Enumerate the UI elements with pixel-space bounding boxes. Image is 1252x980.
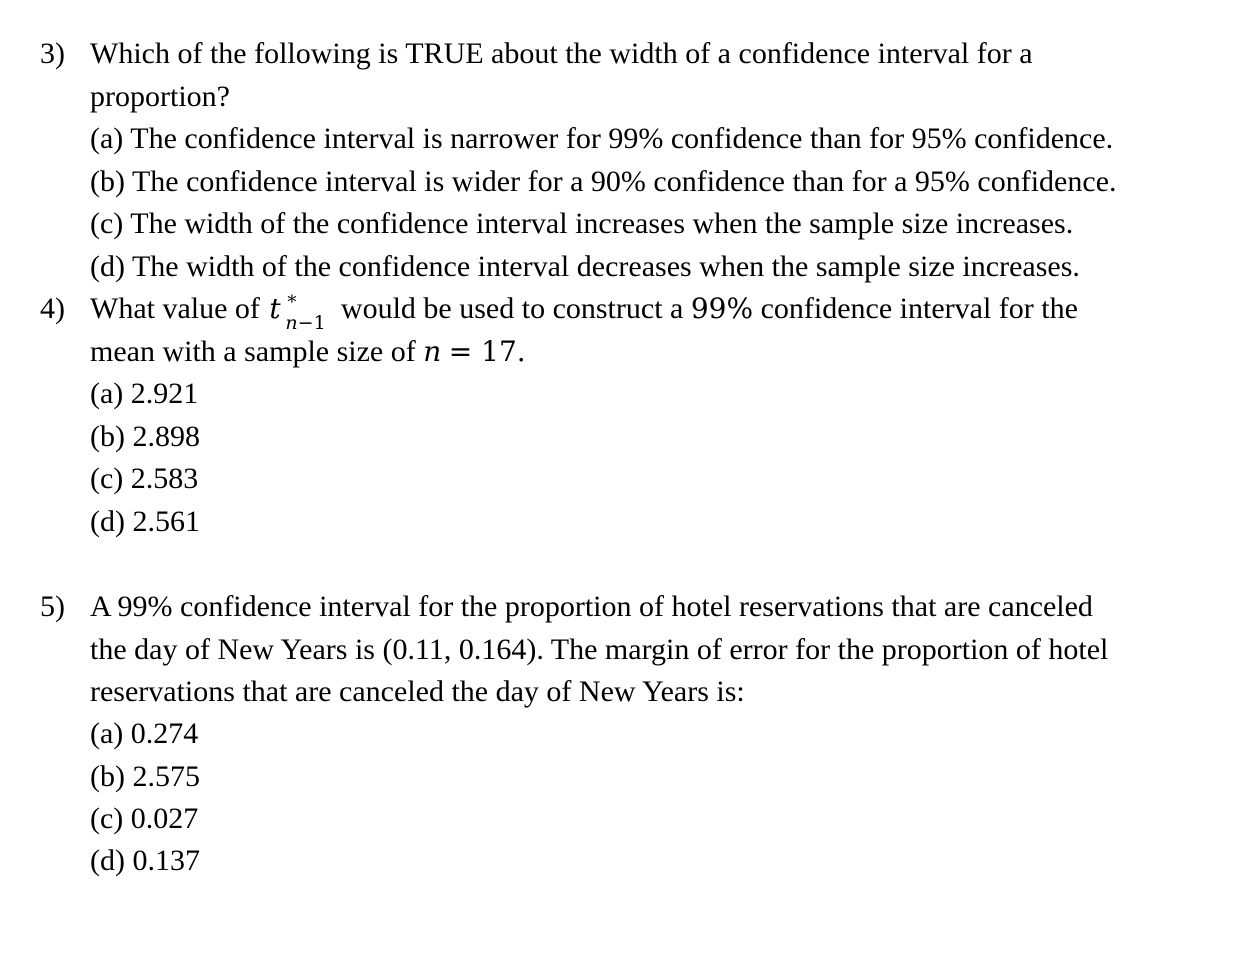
answer-option-d: (d) 0.137 [90, 844, 200, 877]
question-stem-line: reservations that are canceled the day of New Years is: [90, 675, 745, 708]
answer-option-c: (c) The width of the confidence interval increases when the sample size increases. [90, 207, 1074, 240]
confidence-level: 99% [690, 292, 754, 325]
answer-option-d: (d) The width of the confidence interval decreases when the sample size increases. [90, 250, 1080, 283]
question-number: 3) [40, 37, 65, 70]
sample-size-value: = 17. [448, 335, 526, 368]
answer-option-c: (c) 2.583 [90, 462, 199, 495]
question-stem-line: proportion? [90, 80, 230, 113]
stem-text: would be used to construct a [340, 292, 684, 325]
t-subscript-var: n [285, 312, 298, 334]
answer-option-a: (a) The confidence interval is narrower for 99% confidence than for 95% confidence. [90, 122, 1114, 155]
t-critical-symbol [267, 292, 333, 334]
question-stem-line: the day of New Years is (0.11, 0.164). The margin of error for the proportion of hotel [90, 633, 1109, 666]
question-stem-line: A 99% confidence interval for the proportion of hotel reservations that are canceled [90, 590, 1093, 623]
question-stem-line [90, 292, 1078, 334]
t-letter: t [269, 292, 281, 325]
answer-option-b: (b) The confidence interval is wider for a 90% confidence than for a 95% confidence. [90, 165, 1117, 198]
answer-option-b: (b) 2.898 [90, 420, 200, 453]
stem-text: mean with a sample size of [90, 335, 416, 368]
question-stem-line: Which of the following is TRUE about the width of a confidence interval for a [90, 37, 1033, 70]
question-number: 4) [40, 292, 65, 325]
t-superscript: * [287, 292, 297, 313]
sample-size-var: n [423, 335, 442, 368]
answer-option-a: (a) 0.274 [90, 717, 199, 750]
stem-text: confidence interval for the [760, 292, 1078, 325]
question-number: 5) [40, 590, 65, 623]
stem-text: What value of [90, 292, 260, 325]
answer-option-a: (a) 2.921 [90, 377, 199, 410]
answer-option-b: (b) 2.575 [90, 760, 200, 793]
t-subscript-rest: −1 [297, 312, 326, 334]
answer-option-d: (d) 2.561 [90, 505, 200, 538]
answer-option-c: (c) 0.027 [90, 802, 199, 835]
question-stem-line [90, 335, 526, 369]
